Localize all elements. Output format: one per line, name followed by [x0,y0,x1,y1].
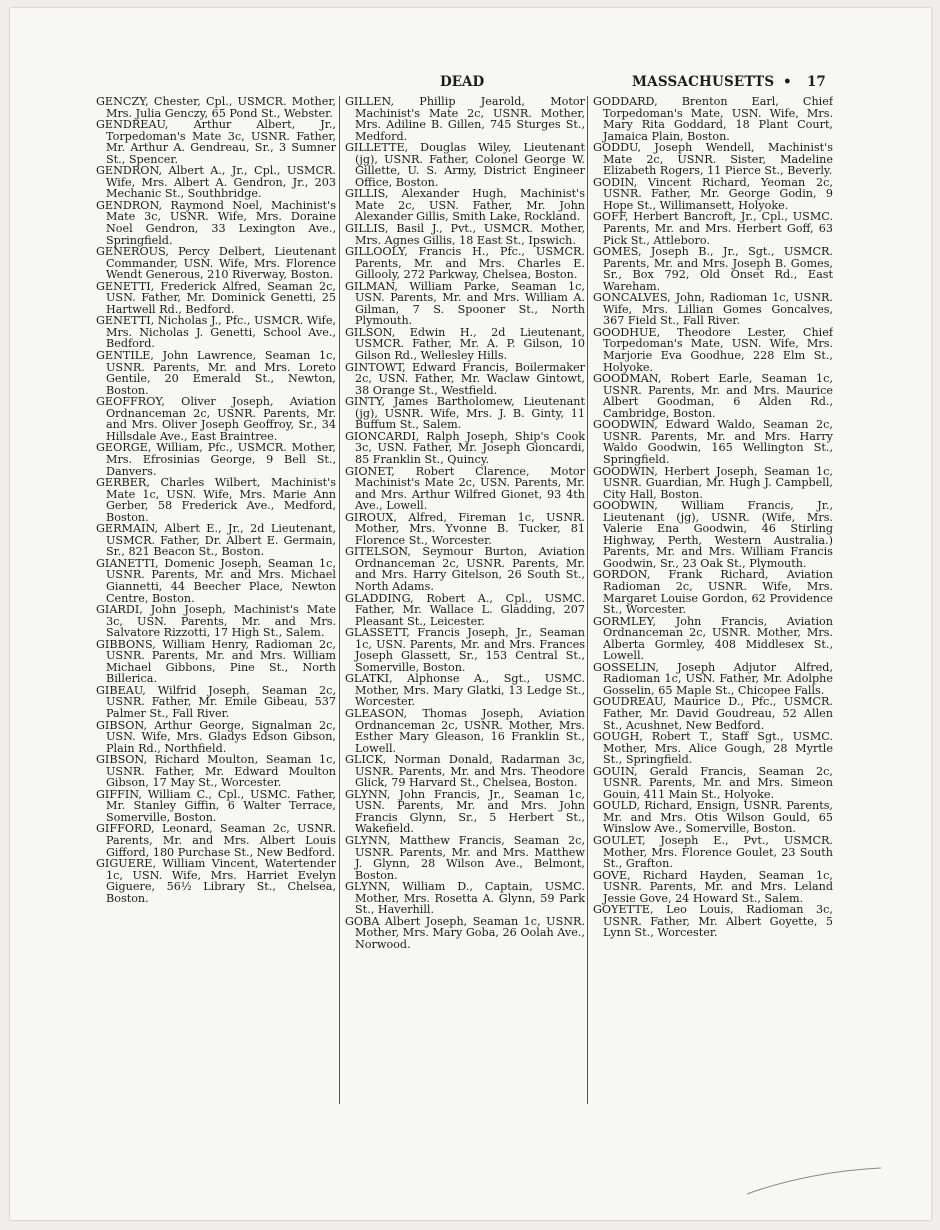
casualty-entry: GODDU, Joseph Wendell, Machinist's Mate 2c, USNR. Sister, Madeline Elizabeth Rogers, 11 Pierce St., Beverly. [593,141,833,178]
running-header [0,74,940,94]
casualty-entry: GORMLEY, John Francis, Aviation Ordnanceman 2c, USNR. Mother, Mrs. Alberta Gormley, 408 Middlesex St., Lowell. [593,614,833,663]
casualty-entry: GOODWIN, William Francis, Jr., Lieutenant (jg), USNR. (Wife, Mrs. Valerie Ena Goodwin, 46 Stirling Highway, Perth, Western Australia.) Parents, Mr. and Mrs. William Francis Goodwin, Sr., 23 Oak St., Plymouth. [593,499,833,570]
casualty-entry: GONCALVES, John, Radioman 1c, USNR. Wife, Mrs. Lillian Gomes Goncalves, 367 Field St., Fall River. [593,291,833,328]
casualty-entry: GILLETTE, Douglas Wiley, Lieutenant (jg), USNR. Father, Colonel George W. Gillette, U. S. Army, District Engineer Office, Boston. [345,141,585,189]
casualty-entry: GIBEAU, Wilfrid Joseph, Seaman 2c, USNR. Father, Mr. Emile Gibeau, 537 Palmer St., Fall River. [96,683,336,720]
casualty-entry: GOUDREAU, Maurice D., Pfc., USMCR. Father, Mr. David Goudreau, 52 Allen St., Acushnet, New Bedford. [593,695,833,732]
casualty-entry: GIONCARDI, Ralph Joseph, Ship's Cook 3c, USN. Father, Mr. Joseph Gioncardi, 85 Franklin St., Quincy. [345,429,585,466]
casualty-entry: GIANETTI, Domenic Joseph, Seaman 1c, USNR. Parents, Mr. and Mrs. Michael Giannetti, 44 Beecher Place, Newton Centre, Boston. [96,556,336,605]
casualty-entry: GLICK, Norman Donald, Radarman 3c, USNR. Parents, Mr. and Mrs. Theodore Glick, 79 Harvard St., Chelsea, Boston. [345,753,585,790]
casualty-entry: GEORGE, William, Pfc., USMCR. Mother, Mrs. Efrosinias George, 9 Bell St., Danvers. [96,441,336,478]
casualty-entry: GOODWIN, Edward Waldo, Seaman 2c, USNR. Parents, Mr. and Mrs. Harry Waldo Goodwin, 165 Wellington St., Springfield. [593,418,833,466]
casualty-entry: GOODMAN, Robert Earle, Seaman 1c, USNR. Parents, Mr. and Mrs. Maurice Albert Goodman, 6 Alden Rd., Cambridge, Boston. [593,372,833,420]
casualty-entry: GOULET, Joseph E., Pvt., USMCR. Mother, Mrs. Florence Goulet, 23 South St., Grafton. [593,834,833,871]
casualty-entry: GENCZY, Chester, Cpl., USMCR. Mother, Mrs. Julia Genczy, 65 Pond St., Webster. [96,96,336,120]
casualty-entry: GLYNN, John Francis, Jr., Seaman 1c, USN. Parents, Mr. and Mrs. John Francis Glynn, Sr., 5 Herbert St., Wakefield. [345,787,585,836]
casualty-entry: GOODHUE, Theodore Lester, Chief Torpedoman's Mate, USN. Wife, Mrs. Marjorie Eva Goodhue, 228 Elm St., Holyoke. [593,325,833,374]
casualty-entry: GOULD, Richard, Ensign, USNR. Parents, Mr. and Mrs. Otis Wilson Gould, 65 Winslow Ave., Somerville, Boston. [593,799,833,836]
column-3 [593,96,833,1106]
casualty-entry: GOUGH, Robert T., Staff Sgt., USMC. Mother, Mrs. Alice Gough, 28 Myrtle St., Springfield. [593,730,833,767]
section-title: DEAD [440,74,485,90]
casualty-entry: GIBBONS, William Henry, Radioman 2c, USNR. Parents, Mr. and Mrs. William Michael Gibbons, Pine St., North Billerica. [96,637,336,686]
casualty-entry: GINTOWT, Edward Francis, Boilermaker 2c, USN. Father, Mr. Waclaw Gintowt, 38 Orange St., Westfield. [345,360,585,397]
pencil-stroke-mark [745,1158,885,1198]
casualty-entry: GIONET, Robert Clarence, Motor Machinist's Mate 2c, USN. Parents, Mr. and Mrs. Arthur Wilfred Gionet, 93 4th Ave., Lowell. [345,464,585,513]
casualty-entry: GENETTI, Frederick Alfred, Seaman 2c, USN. Father, Mr. Dominick Genetti, 25 Hartwell Rd., Bedford. [96,279,336,316]
casualty-entry: GORDON, Frank Richard, Aviation Radioman 2c, USNR. Wife, Mrs. Margaret Louise Gordon, 62 Providence St., Worcester. [593,568,833,617]
casualty-entry: GODIN, Vincent Richard, Yeoman 2c, USNR. Father, Mr. George Godin, 9 Hope St., Willimansett, Holyoke. [593,175,833,212]
casualty-entry: GERBER, Charles Wilbert, Machinist's Mate 1c, USN. Wife, Mrs. Marie Ann Gerber, 58 Frederick Ave., Medford, Boston. [96,476,336,524]
casualty-entry: GOFF, Herbert Bancroft, Jr., Cpl., USMC. Parents, Mr. and Mrs. Herbert Goff, 63 Pick St., Attleboro. [593,210,833,247]
casualty-entry: GIARDI, John Joseph, Machinist's Mate 3c, USN. Parents, Mr. and Mrs. Salvatore Rizzotti, 17 High St., Salem. [96,603,336,640]
state-title: MASSACHUSETTS [632,74,775,90]
casualty-entry: GITELSON, Seymour Burton, Aviation Ordnanceman 2c, USNR. Parents, Mr. and Mrs. Harry Gitelson, 26 South St., North Adams. [345,545,585,593]
casualty-entry: GILLIS, Basil J., Pvt., USMCR. Mother, Mrs. Agnes Gillis, 18 East St., Ipswich. [345,222,585,247]
casualty-entry: GLATKI, Alphonse A., Sgt., USMC. Mother, Mrs. Mary Glatki, 13 Ledge St., Worcester. [345,672,585,709]
casualty-entry: GLADDING, Robert A., Cpl., USMC. Father, Mr. Wallace L. Gladding, 207 Pleasant St., Leicester. [345,591,585,628]
casualty-entry: GENTILE, John Lawrence, Seaman 1c, USNR. Parents, Mr. and Mrs. Loreto Gentile, 20 Emerald St., Newton, Boston. [96,349,336,397]
casualty-entry: GENDRON, Raymond Noel, Machinist's Mate 3c, USNR. Wife, Mrs. Doraine Noel Gendron, 33 Lexington Ave., Springfield. [96,198,336,247]
casualty-entry: GLEASON, Thomas Joseph, Aviation Ordnanceman 2c, USNR. Mother, Mrs. Esther Mary Gleason, 16 Franklin St., Lowell. [345,706,585,755]
casualty-entry: GIFFIN, William C., Cpl., USMC. Father, Mr. Stanley Giffin, 6 Walter Terrace, Somerville, Boston. [96,787,336,824]
casualty-entry: GEOFFROY, Oliver Joseph, Aviation Ordnanceman 2c, USNR. Parents, Mr. and Mrs. Oliver Joseph Geoffroy, Sr., 34 Hillsdale Ave., East Braintree. [96,395,336,443]
casualty-entry: GENEROUS, Percy Delbert, Lieutenant Commander, USN. Wife, Mrs. Florence Wendt Generous, 210 Riverway, Boston. [96,245,336,282]
column-1 [96,96,336,1106]
casualty-entry: GLASSETT, Francis Joseph, Jr., Seaman 1c, USN. Parents, Mr. and Mrs. Frances Joseph Glassett, Sr., 153 Central St., Somerville, Boston. [345,626,585,674]
casualty-entry: GILLIS, Alexander Hugh, Machinist's Mate 2c, USN. Father, Mr. John Alexander Gillis, Smith Lake, Rockland. [345,187,585,224]
column-2 [345,96,585,1106]
casualty-entry: GOYETTE, Leo Louis, Radioman 3c, USNR. Father, Mr. Albert Goyette, 5 Lynn St., Worcester. [593,903,833,940]
casualty-entry: GOODWIN, Herbert Joseph, Seaman 1c, USNR. Guardian, Mr. Hugh J. Campbell, City Hall, Boston. [593,464,833,501]
column-divider [587,96,588,1104]
casualty-entry: GIFFORD, Leonard, Seaman 2c, USNR. Parents, Mr. and Mrs. Albert Louis Gifford, 180 Purchase St., New Bedford. [96,822,336,859]
casualty-entry: GINTY, James Bartholomew, Lieutenant (jg), USNR. Wife, Mrs. J. B. Ginty, 11 Buffum St., Salem. [345,395,585,432]
casualty-entry: GILSON, Edwin H., 2d Lieutenant, USMCR. Father, Mr. A. P. Gilson, 10 Gilson Rd., Wellesley Hills. [345,325,585,363]
casualty-entry: GLYNN, Matthew Francis, Seaman 2c, USNR. Parents, Mr. and Mrs. Matthew J. Glynn, 28 Wilson Ave., Belmont, Boston. [345,834,585,882]
casualty-entry: GOSSELIN, Joseph Adjutor Alfred, Radioman 1c, USN. Father, Mr. Adolphe Gosselin, 65 Maple St., Chicopee Falls. [593,660,833,697]
column-divider [339,96,340,1104]
casualty-entry: GLYNN, William D., Captain, USMC. Mother, Mrs. Rosetta A. Glynn, 59 Park St., Haverhill. [345,880,585,917]
page-number: 17 [807,74,826,90]
casualty-entry: GIGUERE, William Vincent, Watertender 1c, USN. Wife, Mrs. Harriet Evelyn Giguere, 56½ Library St., Chelsea, Boston. [96,857,336,905]
casualty-entry: GENETTI, Nicholas J., Pfc., USMCR. Wife, Mrs. Nicholas J. Genetti, School Ave., Bedford. [96,314,336,351]
casualty-entry: GOUIN, Gerald Francis, Seaman 2c, USNR. Parents, Mr. and Mrs. Simeon Gouin, 411 Main St., Holyoke. [593,764,833,801]
casualty-entry: GIROUX, Alfred, Fireman 1c, USNR. Mother, Mrs. Yvonne B. Tucker, 81 Florence St., Worcester. [345,510,585,547]
casualty-entry: GOVE, Richard Hayden, Seaman 1c, USNR. Parents, Mr. and Mrs. Leland Jessie Gove, 24 Howard St., Salem. [593,868,833,905]
casualty-entry: GOBA Albert Joseph, Seaman 1c, USNR. Mother, Mrs. Mary Goba, 26 Oolah Ave., Norwood. [345,914,585,951]
casualty-entry: GIBSON, Arthur George, Signalman 2c, USN. Wife, Mrs. Gladys Edson Gibson, Plain Rd., Northfield. [96,718,336,755]
header-bullet: • [783,74,792,90]
casualty-entry: GOMES, Joseph B., Jr., Sgt., USMCR. Parents, Mr. and Mrs. Joseph B. Gomes, Sr., Box 792, Old Onset Rd., East Wareham. [593,245,833,293]
casualty-entry: GIBSON, Richard Moulton, Seaman 1c, USNR. Father, Mr. Edward Moulton Gibson, 17 May St., Worcester. [96,753,336,790]
casualty-entry: GODDARD, Brenton Earl, Chief Torpedoman's Mate, USN. Wife, Mrs. Mary Rita Goddard, 18 Plant Court, Jamaica Plain, Boston. [593,96,833,143]
casualty-entry: GENDREAU, Arthur Albert, Jr., Torpedoman's Mate 3c, USNR. Father, Mr. Arthur A. Gendreau, Sr., 3 Sumner St., Spencer. [96,118,336,166]
casualty-entry: GILMAN, William Parke, Seaman 1c, USN. Parents, Mr. and Mrs. William A. Gilman, 7 S. Spooner St., North Plymouth. [345,279,585,328]
casualty-entry: GILLOOLY, Francis H., Pfc., USMCR. Parents, Mr. and Mrs. Charles E. Gillooly, 272 Parkway, Chelsea, Boston. [345,245,585,282]
casualty-entry: GENDRON, Albert A., Jr., Cpl., USMCR. Wife, Mrs. Albert A. Gendron, Jr., 203 Mechanic St., Southbridge. [96,164,336,201]
casualty-entry: GERMAIN, Albert E., Jr., 2d Lieutenant, USMCR. Father, Dr. Albert E. Germain, Sr., 821 Beacon St., Boston. [96,522,336,559]
casualty-entry: GILLEN, Phillip Jearold, Motor Machinist's Mate 2c, USNR. Mother, Mrs. Adiline B. Gillen, 745 Sturges St., Medford. [345,96,585,143]
